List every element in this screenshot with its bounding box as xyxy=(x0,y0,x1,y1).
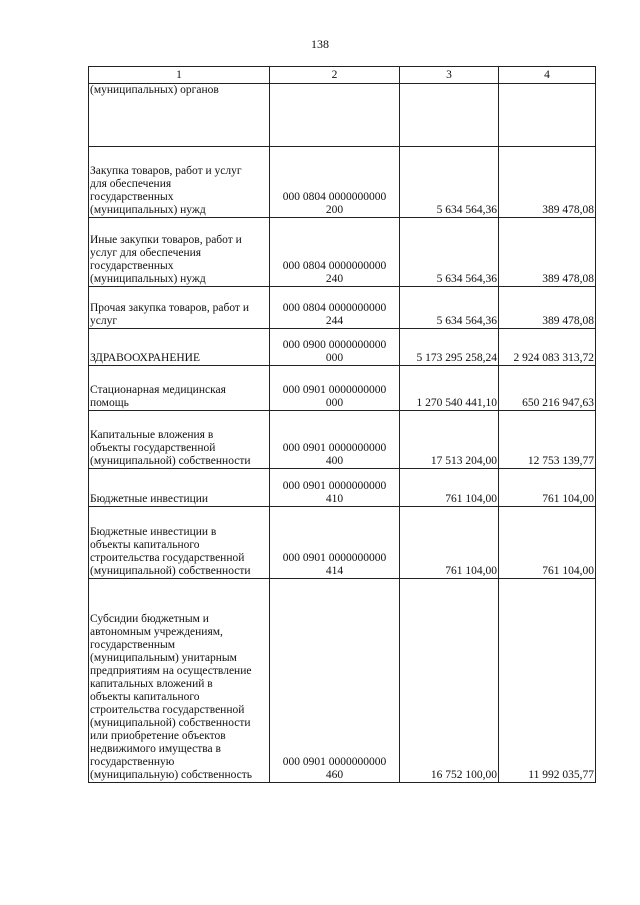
row-code: 000 0804 0000000000 244 xyxy=(270,287,400,329)
row-value-col4: 650 216 947,63 xyxy=(499,366,596,411)
row-code: 000 0901 0000000000 410 xyxy=(270,469,400,507)
column-header: 1 xyxy=(89,67,270,84)
row-name: Закупка товаров, работ и услуг для обеспечения государственных (муниципальных) нужд xyxy=(89,147,270,218)
row-code: 000 0901 0000000000 414 xyxy=(270,507,400,579)
table-row xyxy=(89,366,596,411)
row-name: Капитальные вложения в объекты государственной (муниципальной) собственности xyxy=(89,411,270,469)
budget-table xyxy=(88,66,596,783)
row-value-col3: 5 173 295 258,24 xyxy=(400,329,499,366)
table-row xyxy=(89,469,596,507)
row-value-col3: 5 634 564,36 xyxy=(400,287,499,329)
row-code: 000 0901 0000000000 000 xyxy=(270,366,400,411)
row-value-col4: 761 104,00 xyxy=(499,469,596,507)
page-number: 138 xyxy=(311,37,329,51)
row-code: 000 0804 0000000000 200 xyxy=(270,147,400,218)
row-value-col4: 12 753 139,77 xyxy=(499,411,596,469)
table-row xyxy=(89,287,596,329)
row-name: Субсидии бюджетным и автономным учреждениям, государственным (муниципальным) унитарным предприятиям на осуществление капитальных вложений в объекты капитального строительства государственной (муниципальной) собственности или приобретение объектов недвижимого имущества в государственную (муниципальную) собственность xyxy=(89,579,270,783)
row-value-col3: 5 634 564,36 xyxy=(400,147,499,218)
row-value-col3: 5 634 564,36 xyxy=(400,218,499,287)
row-value-col4: 389 478,08 xyxy=(499,218,596,287)
column-header: 3 xyxy=(400,67,499,84)
row-name: Иные закупки товаров, работ и услуг для обеспечения государственных (муниципальных) нужд xyxy=(89,218,270,287)
table-row xyxy=(89,507,596,579)
row-code: 000 0804 0000000000 240 xyxy=(270,218,400,287)
row-name: (муниципальных) органов xyxy=(89,84,270,147)
row-value-col3: 1 270 540 441,10 xyxy=(400,366,499,411)
table-row xyxy=(89,329,596,366)
table-header-row xyxy=(89,67,596,84)
row-value-col3: 17 513 204,00 xyxy=(400,411,499,469)
row-value-col4: 761 104,00 xyxy=(499,507,596,579)
row-value-col4 xyxy=(499,84,596,147)
row-value-col4: 11 992 035,77 xyxy=(499,579,596,783)
table-row xyxy=(89,579,596,783)
column-header: 2 xyxy=(270,67,400,84)
row-value-col4: 389 478,08 xyxy=(499,147,596,218)
table-row xyxy=(89,147,596,218)
table-row xyxy=(89,84,596,147)
table-row xyxy=(89,218,596,287)
row-value-col3 xyxy=(400,84,499,147)
row-code: 000 0901 0000000000 400 xyxy=(270,411,400,469)
row-value-col3: 761 104,00 xyxy=(400,507,499,579)
row-name: Стационарная медицинская помощь xyxy=(89,366,270,411)
row-name: Бюджетные инвестиции в объекты капитального строительства государственной (муниципальной) собственности xyxy=(89,507,270,579)
table-row xyxy=(89,411,596,469)
row-name: Бюджетные инвестиции xyxy=(89,469,270,507)
row-value-col3: 16 752 100,00 xyxy=(400,579,499,783)
row-code: 000 0900 0000000000 000 xyxy=(270,329,400,366)
row-value-col3: 761 104,00 xyxy=(400,469,499,507)
row-name: Прочая закупка товаров, работ и услуг xyxy=(89,287,270,329)
row-value-col4: 2 924 083 313,72 xyxy=(499,329,596,366)
row-value-col4: 389 478,08 xyxy=(499,287,596,329)
row-code: 000 0901 0000000000 460 xyxy=(270,579,400,783)
column-header: 4 xyxy=(499,67,596,84)
row-name: ЗДРАВООХРАНЕНИЕ xyxy=(89,329,270,366)
row-code xyxy=(270,84,400,147)
